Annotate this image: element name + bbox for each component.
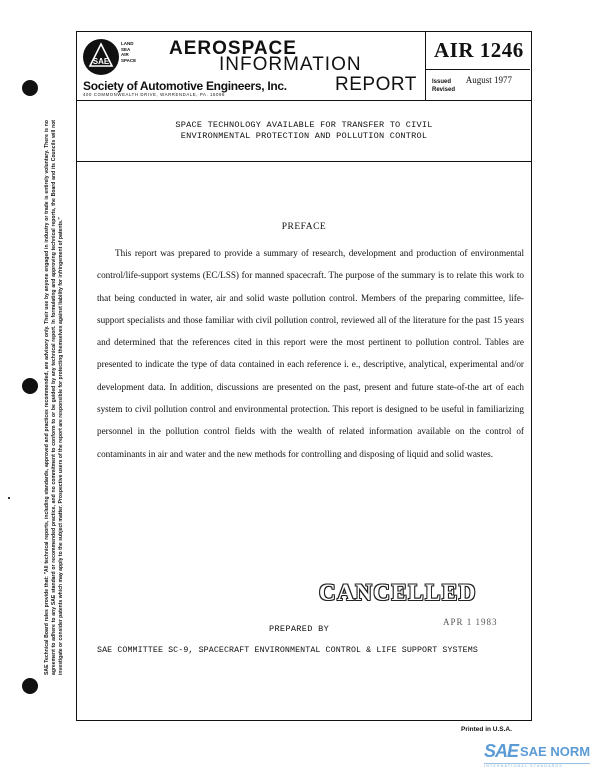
watermark-logo: SAE — [484, 741, 519, 761]
sae-logo-icon — [83, 39, 119, 75]
watermark-subtitle: INTERNATIONAL STANDARDS — [484, 764, 563, 768]
issued-label: Issued — [432, 79, 452, 85]
logo-tagline: LAND SEA AIR SPACE — [121, 41, 137, 63]
society-name: Society of Automotive Engineers, Inc. — [83, 79, 287, 93]
watermark-name: SAE NORM — [520, 744, 591, 759]
binder-hole-bottom — [22, 678, 38, 694]
document-number: AIR 1246 — [426, 32, 530, 70]
preface-heading: PREFACE — [281, 222, 327, 232]
report-frame — [76, 31, 532, 721]
cancelled-stamp: CANCELLED — [319, 580, 477, 605]
society-address: 400 COMMONWEALTH DRIVE, WARRENDALE, PA. 15096 — [83, 92, 226, 97]
sae-norm-watermark — [484, 741, 594, 769]
header-doc-block — [426, 32, 530, 100]
sae-logo — [83, 39, 119, 75]
printed-in-usa: Printed in U.S.A. — [461, 726, 512, 733]
binder-hole-top — [22, 80, 38, 96]
revised-label: Revised — [432, 87, 456, 93]
title-report: REPORT — [335, 74, 417, 95]
header-title-block — [77, 32, 426, 100]
sidebar-notice-text: SAE Technical Board rules provide that: "All technical reports, including standards, approved and practices recommended, are advisory only. Their use by anyone engaged in industry or trade is entirely voluntary. There is no agreement to adhere to any SAE standard or recommended practice, and no commitment to conform to or be guided by any technical report. In formulating and approving technical reports, the Board and its Councils will not investigate or consider patents which may apply to the subject matter. Prospective users of the report are responsible for protecting themselves against liability for infringement of patents." — [44, 120, 64, 675]
preface-body: This report was prepared to provide a summary of research, development and production of environmental control/life-support systems (EC/LSS) for manned spacecraft. The purpose of the summary is to relate this work to that being conducted in water, air and solid waste pollution control. Members of the preparing committee, life-support specialists and those familiar with civil pollution control, reviewed all of the literature for the past 15 years and determined that the references cited in this report were the most pertinent to pollution control. Tables are presented to indicate the type of data contained in each reference i. e., descriptive, analytical, experimental and/or development data. In addition, discussions are presented on the past, present and future state-of-the art of each system to civil pollution control and environmental protection. This report is designed to be useful in familiarizing personnel in the pollution control fields with the wealth of related information available on the control of contaminants in air and water and the new methods for controlling and disposing of liquid and solid wastes. — [97, 248, 524, 459]
scan-speck — [8, 497, 10, 499]
binder-hole-middle — [22, 378, 38, 394]
committee-name: SAE COMMITTEE SC-9, SPACECRAFT ENVIRONMENTAL CONTROL & LIFE SUPPORT SYSTEMS — [97, 646, 478, 655]
prepared-by-label: PREPARED BY — [269, 624, 330, 634]
title-information: INFORMATION — [219, 54, 362, 75]
svg-text:SAE: SAE — [92, 57, 110, 66]
report-header — [77, 32, 531, 101]
stamp-date: APR 1 1983 — [443, 617, 498, 627]
subject-line-2: ENVIRONMENTAL PROTECTION AND POLLUTION CONTROL — [180, 131, 428, 141]
subject-line-1: SPACE TECHNOLOGY AVAILABLE FOR TRANSFER TO CIVIL — [175, 120, 433, 130]
report-subject — [77, 100, 531, 162]
issued-row — [432, 75, 512, 85]
issued-date: August 1977 — [465, 75, 513, 85]
title-aerospace: AEROSPACE — [169, 38, 297, 59]
